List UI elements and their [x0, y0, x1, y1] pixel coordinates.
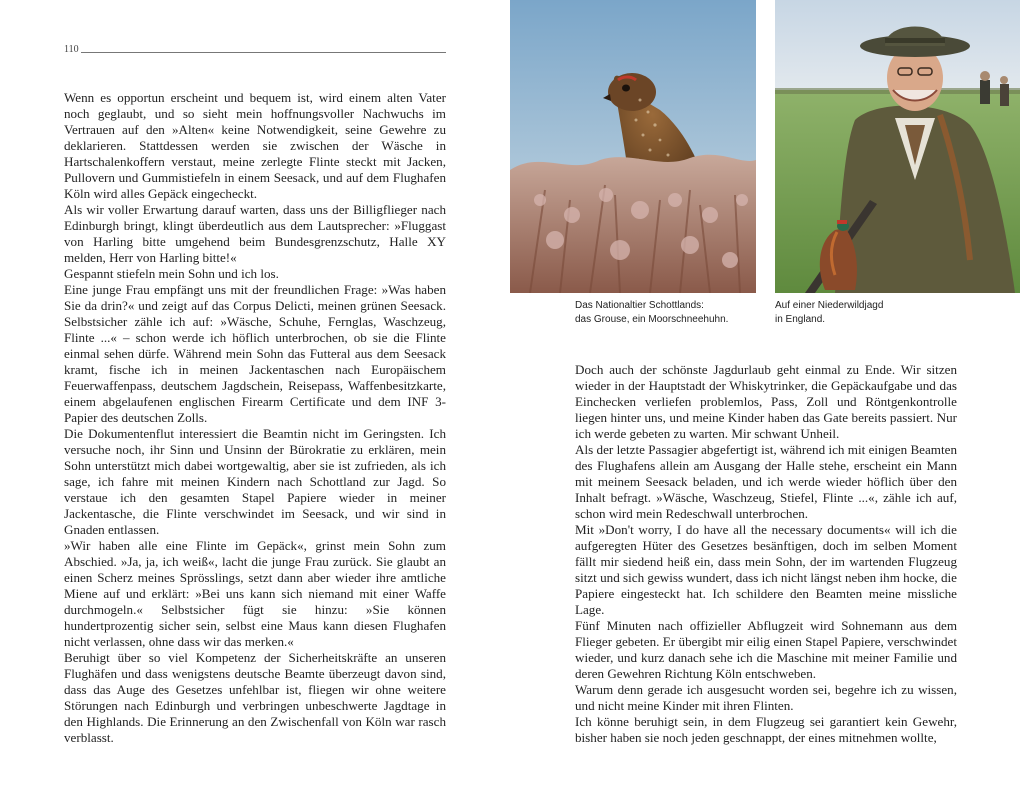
grouse-photo	[510, 0, 756, 293]
caption-line: Das Nationaltier Schottlands:	[575, 300, 704, 311]
paragraph: Warum denn gerade ich ausgesucht worden sei, begehre ich zu wissen, und nicht meine Kinder mit ihren Flinten.	[575, 682, 957, 713]
paragraph: Mit »Don't worry, I do have all the necessary documents« will ich die aufgeregten Hüter des Gesetzes besänftigen, doch im selben Moment fällt mir siedend heiß ein, dass mein Sohn, der im wartenden Flugzeug sitzt und sich gewiss wundert, dass ich nicht längst neben ihm hocke, die Papiere eingesteckt hat. Ich schildere den Beamten meine missliche Lage.	[575, 522, 957, 617]
page-number: 110	[64, 44, 79, 55]
caption-line: das Grouse, ein Moorschneehuhn.	[575, 314, 729, 325]
caption-line: Auf einer Niederwildjagd	[775, 300, 884, 311]
paragraph: Wenn es opportun erscheint und bequem ist, wird einem alten Vater noch geglaubt, und so sieht mein hoffnungsvoller Nachwuchs im Vertrauen auf den »Alten« keine Notwendigkeit, seine Gewehre zu deklarieren. Stattdessen werden sie zwischen der Wäsche in Hartschalenkoffern verstaut, meine zerlegte Flinte steckt mit Jacken, Pullovern und Gummistiefeln in einem Seesack, und auf dem Flughafen Köln wird alles Gepäck eingecheckt.	[64, 90, 446, 201]
right-text-column	[575, 362, 957, 746]
paragraph: Beruhigt über so viel Kompetenz der Sicherheitskräfte an unseren Flughäfen und dass wenigstens deutsche Beamte überzeugt davon sind, dass das Auge des Gesetzes unfehlbar ist, fliegen wir ohne weitere Störungen nach Edinburgh und verbringen unbeschwerte Jagdtage in den Highlands. Die Erinnerung an den Zwischenfall von Köln war rasch verblasst.	[64, 650, 446, 745]
paragraph: Die Dokumentenflut interessiert die Beamtin nicht im Geringsten. Ich versuche noch, ihr Sinn und Unsinn der Bürokratie zu erklären, mein Sohn unterstützt mich dabei wortgewaltig, aber sie ist zufrieden, als ich sage, ich fahre mit meinen Kindern nach Schottland zur Jagd. So verstaue ich den gesamten Stapel Papiere wieder in meiner Jackentasche, die Flinte verschwindet im Seesack, und wir sind in Gnaden entlassen.	[64, 426, 446, 537]
paragraph: Eine junge Frau empfängt uns mit der freundlichen Frage: »Was haben Sie da drin?« und zeigt auf das Corpus Delicti, meinen grünen Seesack. Selbstsicher zähle ich auf: »Wäsche, Schuhe, Fernglas, Waschzeug, Flinte ...« – schon werde ich höflich unterbrochen, ob sie die Flinte einmal sehen dürfe. Während mein Sohn das Futteral aus dem Seesack kramt, fische ich in meinen Jackentaschen nach Europäischem Feuerwaffenpass, deutschem Jagdschein, Reisepass, Waffenbesitzkarte, einem abgelaufenen englischen Firearm Certificate und dem INF 3-Papier des deutschen Zolls.	[64, 282, 446, 425]
header-rule	[81, 52, 446, 53]
paragraph: Als wir voller Erwartung darauf warten, dass uns der Billigflieger nach Edinburgh bringt, klingt überdeutlich aus dem Lautsprecher: »Fluggast von Harling bitte umgehend beim Bundesgrenzschutz, Halle XY melden, Herr von Harling bitte!«	[64, 202, 446, 265]
paragraph: Ich könne beruhigt sein, in dem Flugzeug sei garantiert kein Gewehr, bisher haben sie noch jeden geschnappt, der eines mitnehmen wollte,	[575, 714, 957, 745]
grouse-caption	[575, 299, 755, 327]
left-text-column	[64, 90, 446, 746]
paragraph: Fünf Minuten nach offizieller Abflugzeit wird Sohnemann aus dem Flieger gebeten. Er übergibt mir eilig einen Stapel Papiere, verschwindet wieder, und kurz danach sehe ich die Maschine mit meiner Familie und deren Gewehren Richtung Köln entschweben.	[575, 618, 957, 681]
hunter-photo	[775, 0, 1020, 293]
paragraph: Gespannt stiefeln mein Sohn und ich los.	[64, 266, 279, 281]
paragraph: Als der letzte Passagier abgefertigt ist, während ich mit einigen Beamten des Flughafens allein am Ausgang der Halle stehe, erscheint ein Mann mit meinem Seesack beladen, und ich werde wieder höflich über den Inhalt befragt. »Wäsche, Waschzeug, Stiefel, Flinte ...«, zähle ich auf, schon wird mein Redeschwall unterbrochen.	[575, 442, 957, 521]
paragraph: Doch auch der schönste Jagdurlaub geht einmal zu Ende. Wir sitzen wieder in der Hauptstadt der Whiskytrinker, die Gepäckaufgabe und das Einchecken verliefen problemlos, Pass, Zoll und Röntgenkontrolle liegen hinter uns, und meine Kinder haben das Gate bereits passiert. Nur ich werde gebeten zu warten. Mir schwant Unheil.	[575, 362, 957, 441]
hunter-caption	[775, 299, 935, 327]
caption-line: in England.	[775, 314, 826, 325]
paragraph: »Wir haben alle eine Flinte im Gepäck«, grinst mein Sohn zum Abschied. »Ja, ja, ich weiß«, lacht die junge Frau zurück. Sie glaubt an einen Scherz meines Sprösslings, setzt dann aber wieder ihre amtliche Miene auf und erklärt: »Bei uns kann sich niemand mit einer Waffe durchmogeln.« Selbstsicher fügt sie hinzu: »Sie können hundertprozentig sicher sein, selbst eine Maus kann diesen Flughafen nicht verlassen, ohne dass wir das merken.«	[64, 538, 446, 649]
